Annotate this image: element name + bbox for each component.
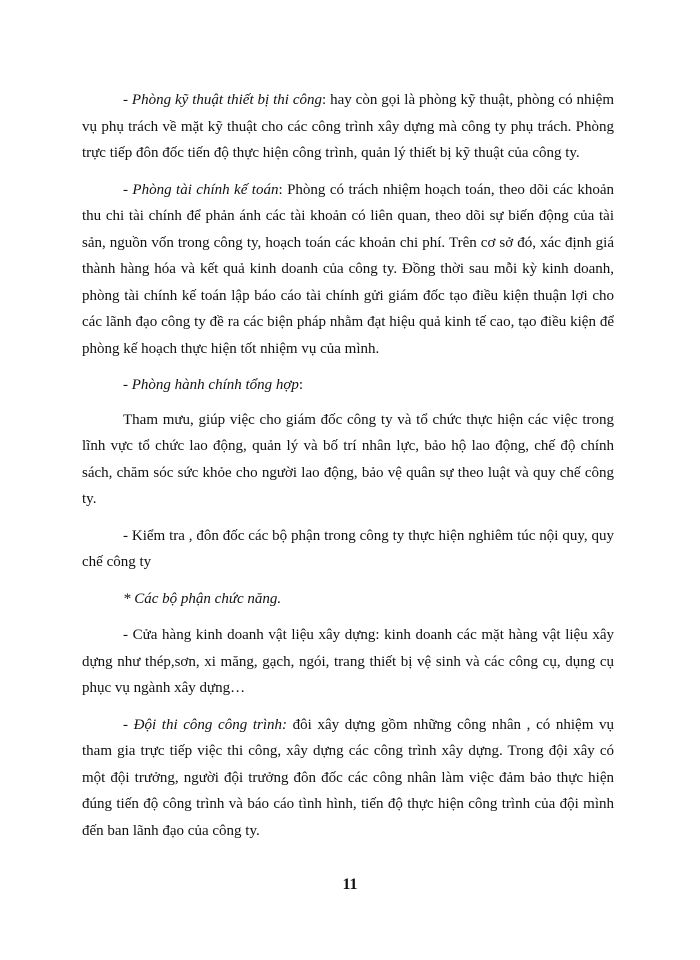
section-heading-functional-units	[82, 586, 614, 613]
paragraph-label: - Phòng kỹ thuật thiết bị thi công	[123, 92, 323, 108]
page-number: 11	[342, 876, 358, 893]
paragraph-label: - Đội thi công công trình:	[123, 716, 288, 733]
paragraph-admin-department-heading	[82, 372, 614, 399]
paragraph-text: - Cửa hàng kinh doanh vật liệu xây dựng: kinh doanh các mặt hàng vật liệu xây dựng như thép,sơn, xi măng, gạch, ngói, trang thiết bị vệ sinh và các công cụ, dụng cụ phục vụ ngành xây dựng…	[82, 627, 614, 696]
paragraph-text: : Phòng có trách nhiệm hoạch toán, theo dõi các khoản thu chi tài chính để phản ánh các tài khoản có liên quan, theo dõi sự biến động của tài sản, nguồn vốn trong công ty, hoạch toán các khoản chi phí. Trên cơ sở đó, xác định giá thành hàng hóa và kết quả kinh doanh của công ty. Đồng thời sau mỗi kỳ kinh doanh, phòng tài chính kế toán lập báo cáo tài chính gửi giám đốc tạo điều kiện thuận lợi cho các lãnh đạo công ty đề ra các biện pháp nhằm đạt hiệu quả kinh tế cao, tạo điều kiện để phòng kế hoạch thực hiện tốt nhiệm vụ của mình.	[82, 181, 614, 357]
paragraph-text: - Kiểm tra , đôn đốc các bộ phận trong công ty thực hiện nghiêm túc nội quy, quy chế công ty	[82, 527, 614, 570]
paragraph-text: :	[298, 377, 304, 393]
paragraph-text: đôi xây dựng gồm những công nhân , có nhiệm vụ tham gia trực tiếp việc thi công, xây dựng các công trình xây dựng. Trong đội xây có một đội trưởng, người đội trưởng đôn đốc các công nhân làm việc đảm bảo thực hiện đúng tiến độ công trình và báo cáo tình hình, tiến độ thực hiện công trình của đội mình đến ban lãnh đạo của công ty.	[82, 716, 614, 839]
page-body	[82, 87, 614, 854]
paragraph-label: - Phòng tài chính kế toán	[123, 181, 279, 198]
section-heading: * Các bộ phận chức năng.	[123, 590, 282, 607]
paragraph-materials-store	[82, 622, 614, 702]
paragraph-construction-team	[82, 712, 614, 845]
paragraph-text: : hay còn gọi là phòng kỹ thuật, phòng có nhiệm vụ phụ trách về mặt kỹ thuật cho các công trình xây dựng mà công ty phụ trách. Phòng trực tiếp đôn đốc tiến độ thực hiện công trình, quản lý thiết bị kỹ thuật của công ty.	[82, 92, 614, 161]
paragraph-finance-department	[82, 177, 614, 363]
paragraph-label: - Phòng hành chính tổng hợp	[123, 377, 299, 393]
paragraph-technical-department	[82, 87, 614, 167]
paragraph-inspection	[82, 523, 614, 576]
paragraph-admin-duties	[82, 407, 614, 513]
paragraph-text: Tham mưu, giúp việc cho giám đốc công ty và tổ chức thực hiện các việc trong lĩnh vực tổ chức lao động, quản lý và bố trí nhân lực, bảo hộ lao động, chế độ chính sách, chăm sóc sức khỏe cho người lao động, bảo vệ quân sự theo luật và quy chế công ty.	[82, 411, 614, 507]
